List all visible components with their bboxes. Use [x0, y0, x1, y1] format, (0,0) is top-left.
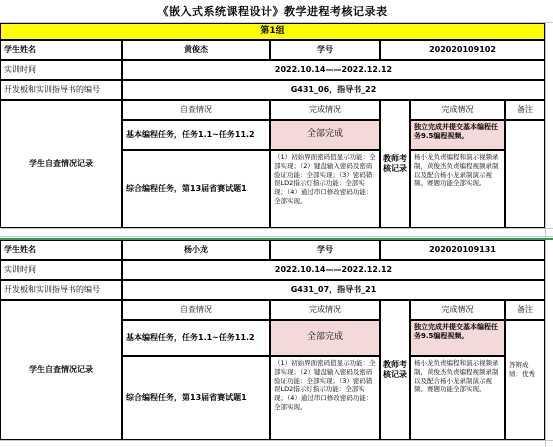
- label-self-check-record: 学生自查情况记录: [0, 300, 122, 440]
- header-self-check: 自查情况: [122, 100, 270, 120]
- gridline: [0, 236, 553, 237]
- gridline: [0, 440, 553, 441]
- self-check-detail: （1）初始界面密码值显示功能：全部实现；（2）键盘输入密码及密码验证功能：全部实现；（3）密码错误LD2指示灯指示功能：全部实现；（4）通过串口修改密码功能：全部实现。: [270, 150, 380, 228]
- student-name: 黄俊杰: [122, 40, 270, 60]
- teacher-completion-head: 独立完成并提交基本编程任务9.5编程视频。: [410, 320, 505, 356]
- comprehensive-task: 综合编程任务，第13届省赛试题1: [122, 150, 270, 228]
- practice-time: 2022.10.14——2022.12.12: [122, 260, 545, 280]
- group-header: 第1组: [0, 23, 545, 40]
- header-completion: 完成情况: [270, 100, 380, 120]
- label-board-guide: 开发板和实训指导书的编号: [0, 80, 122, 100]
- label-student-name: 学生姓名: [0, 40, 122, 60]
- basic-task: 基本编程任务，任务1.1~任务11.2: [122, 120, 270, 150]
- practice-time: 2022.10.14——2022.12.12: [122, 60, 545, 80]
- student-id: 202020109102: [380, 40, 545, 60]
- header-remark: 备注: [505, 300, 545, 320]
- self-check-detail: （1）初始界面密码值显示功能：全部实现；（2）键盘输入密码及密码验证功能：全部实现；（3）密码错误LD2指示灯指示功能：全部实现；（4）通过串口修改密码功能：全部实现。: [270, 356, 380, 440]
- all-done-status: 全部完成: [270, 120, 380, 150]
- all-done-status: 全部完成: [270, 320, 380, 356]
- remark-cell: 答辩成绩：优秀: [505, 320, 545, 440]
- label-board-guide: 开发板和实训指导书的编号: [0, 280, 122, 300]
- teacher-completion-detail: 杨小龙负责编程和演示视频录制，黄俊杰负责编程视频录制以及配合杨小龙录制演示视频。赛题功能全部实现。: [410, 150, 505, 228]
- header-self-check: 自查情况: [122, 300, 270, 320]
- gridline: [545, 22, 546, 447]
- comprehensive-task: 综合编程任务，第13届省赛试题1: [122, 356, 270, 440]
- student-id: 202020109131: [380, 240, 545, 260]
- gridline: [0, 228, 553, 229]
- label-student-id: 学号: [270, 40, 380, 60]
- label-student-id: 学号: [270, 240, 380, 260]
- student-name: 杨小龙: [122, 240, 270, 260]
- header-teacher-completion: 完成情况: [410, 100, 505, 120]
- label-practice-time: 实训时间: [0, 60, 122, 80]
- teacher-completion-detail: 杨小龙负责编程和演示视频录制，黄俊杰负责编程视频录制以及配合杨小龙录制演示视频。赛题功能全部实现。: [410, 356, 505, 440]
- label-student-name: 学生姓名: [0, 240, 122, 260]
- label-teacher-check: 教师考核记录: [380, 100, 410, 228]
- header-completion: 完成情况: [270, 300, 380, 320]
- remark-cell: [505, 120, 545, 228]
- board-guide: G431_06，指导书_22: [122, 80, 545, 100]
- board-guide: G431_07，指导书_21: [122, 280, 545, 300]
- label-teacher-check: 教师考核记录: [380, 300, 410, 440]
- teacher-completion-head: 独立完成并提交基本编程任务9.5编程视频。: [410, 120, 505, 150]
- basic-task: 基本编程任务，任务1.1~任务11.2: [122, 320, 270, 356]
- header-teacher-completion: 完成情况: [410, 300, 505, 320]
- header-remark: 备注: [505, 100, 545, 120]
- label-self-check-record: 学生自查情况记录: [0, 100, 122, 228]
- sheet-title: 《嵌入式系统课程设计》教学进程考核记录表: [157, 5, 388, 19]
- label-practice-time: 实训时间: [0, 260, 122, 280]
